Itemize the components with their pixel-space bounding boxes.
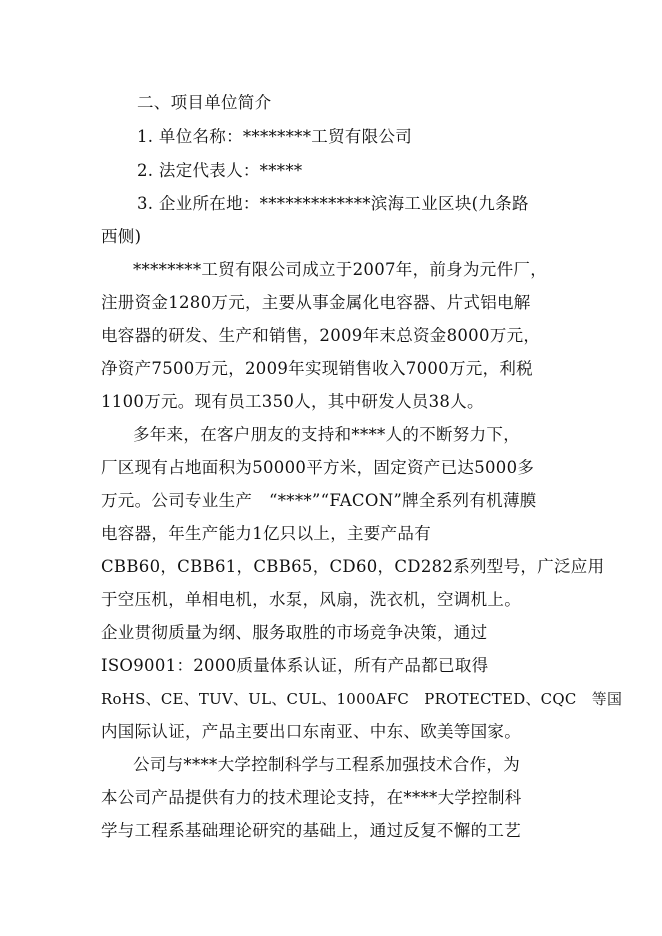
paragraph3-line-3: 学与工程系基础理论研究的基础上，通过反复不懈的工艺 bbox=[101, 821, 521, 840]
paragraph2-line-7: 企业贯彻质量为纲、服务取胜的市场竞争决策，通过 bbox=[101, 623, 488, 642]
paragraph2-line-4: 电容器，年生产能力1亿只以上，主要产品有 bbox=[101, 524, 431, 543]
item-legal-representative: 2. 法定代表人：***** bbox=[137, 161, 303, 180]
paragraph2-line-5: CBB60，CBB61，CBB65，CD60，CD282系列型号，广泛应用 bbox=[101, 557, 605, 576]
section-heading: 二、项目单位简介 bbox=[137, 93, 272, 112]
paragraph2-line-3: 万元。公司专业生产 “****”“FACON”牌全系列有机薄膜 bbox=[101, 491, 537, 510]
paragraph3-line-2: 本公司产品提供有力的技术理论支持，在****大学控制科 bbox=[101, 788, 522, 807]
paragraph2-line-10: 内国际认证，产品主要出口东南亚、中东、欧美等国家。 bbox=[101, 722, 521, 741]
paragraph3-line-1: 公司与****大学控制科学与工程系加强技术合作，为 bbox=[133, 755, 520, 774]
paragraph2-line-6: 于空压机，单相电机，水泵，风扇，洗衣机，空调机上。 bbox=[101, 590, 521, 609]
paragraph2-line-8: ISO9001：2000质量体系认证，所有产品都已取得 bbox=[101, 656, 489, 675]
paragraph2-line-2: 厂区现有占地面积为50000平方米，固定资产已达5000多 bbox=[101, 458, 535, 477]
item-company-name: 1. 单位名称：********工贸有限公司 bbox=[137, 127, 413, 146]
paragraph1-line-1: ********工贸有限公司成立于2007年，前身为元件厂， bbox=[133, 260, 547, 279]
paragraph1-line-2: 注册资金1280万元，主要从事金属化电容器、片式铝电解 bbox=[101, 293, 531, 312]
item-location-continuation: 西侧) bbox=[101, 227, 142, 246]
item-location: 3. 企业所在地：*************滨海工业区块(九条路 bbox=[137, 194, 529, 213]
paragraph1-line-5: 1100万元。现有员工350人，其中研发人员38人。 bbox=[101, 392, 484, 411]
paragraph2-line-9: RoHS、CE、TUV、UL、CUL、1000AFC PROTECTED、CQC 等国 bbox=[101, 690, 623, 708]
paragraph1-line-4: 净资产7500万元，2009年实现销售收入7000万元，利税 bbox=[101, 359, 533, 378]
paragraph1-line-3: 电容器的研发、生产和销售，2009年末总资金8000万元， bbox=[101, 326, 541, 345]
paragraph2-line-1: 多年来，在客户朋友的支持和****人的不断努力下， bbox=[133, 425, 520, 444]
